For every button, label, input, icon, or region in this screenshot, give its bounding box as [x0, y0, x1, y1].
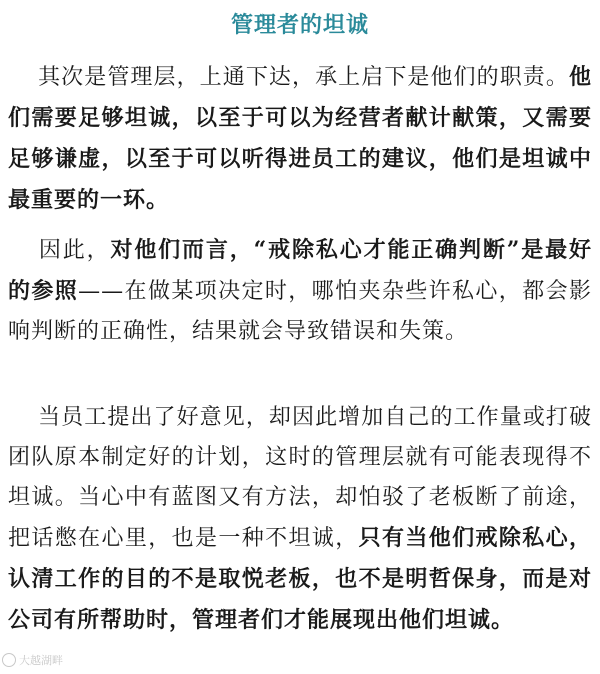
- article-title: 管理者的坦诚: [230, 13, 369, 38]
- paragraph-1: [8, 57, 592, 221]
- paragraph-1-text: 其次是管理层，上通下达，承上启下是他们的职责。: [38, 65, 569, 90]
- paragraph-2-tail-text: ——在做某项决定时，哪怕夹杂些许私心，都会影响判断的正确性，结果就会导致错误和失策。: [8, 279, 592, 344]
- watermark-text: 大越湖畔: [19, 654, 63, 667]
- paragraph-2-bold-text: 对他们而言，“戒除私心才能正确判断”是最好的参照: [8, 237, 592, 304]
- watermark: [2, 652, 63, 668]
- paragraph-3-text: 当员工提出了好意见，却因此增加自己的工作量或打破团队原本制定好的计划，这时的管理层就有可能表现得不坦诚。当心中有蓝图又有方法，却怕驳了老板断了前途，把话憋在心里，也是一种不坦诚，: [8, 405, 592, 551]
- paragraph-2-lead-text: 因此，: [38, 238, 111, 263]
- paragraph-3: [8, 398, 592, 641]
- weibo-logo-icon: [2, 653, 16, 667]
- paragraph-1-bold-text: 他们需要足够坦诚，以至于可以为经营者献计献策，又需要足够谦虚，以至于可以听得进员工的建议，他们是坦诚中最重要的一环。: [8, 64, 592, 213]
- paragraph-2: [8, 230, 592, 352]
- paragraph-3-bold-text: 只有当他们戒除私心，认清工作的目的不是取悦老板，也不是明哲保身，而是对公司有所帮助时，管理者们才能展现出他们坦诚。: [8, 525, 592, 633]
